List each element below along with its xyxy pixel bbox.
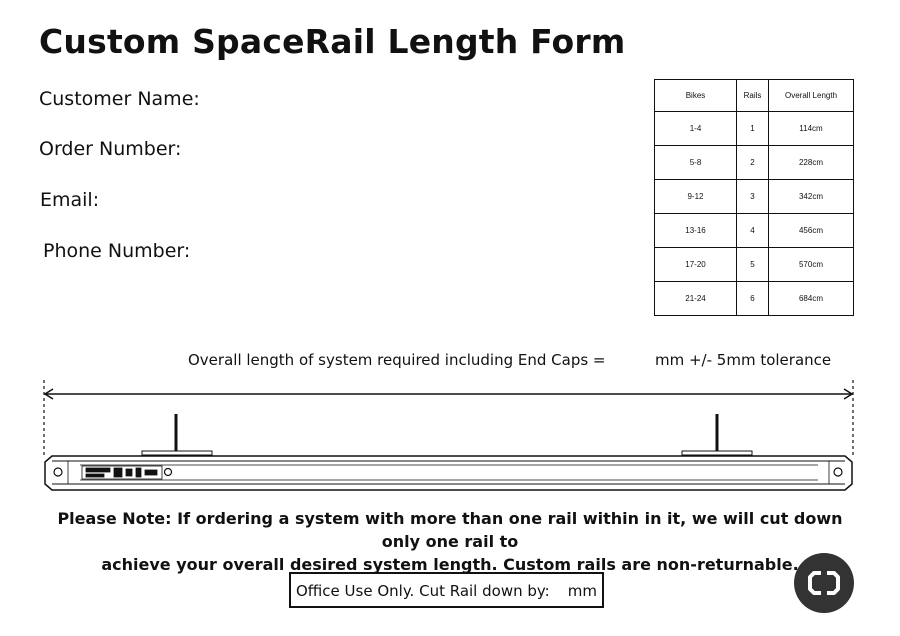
overall-length-label: Overall length of system required including End Caps = [188, 351, 606, 369]
overall-length-unit: mm +/- 5mm tolerance [655, 351, 832, 369]
cell-rails: 3 [737, 180, 769, 214]
order-number-label: Order Number: [39, 138, 182, 160]
page-title: Custom SpaceRail Length Form [39, 22, 626, 61]
left-mounting-screw [142, 414, 212, 455]
cell-length: 456cm [769, 214, 854, 248]
spacerail-logo-icon [794, 553, 854, 613]
cell-length: 228cm [769, 146, 854, 180]
cell-bikes: 5-8 [655, 146, 737, 180]
space-rail [45, 456, 852, 490]
cell-rails: 6 [737, 282, 769, 316]
header-bikes: Bikes [655, 80, 737, 112]
cell-bikes: 21-24 [655, 282, 737, 316]
cell-length: 570cm [769, 248, 854, 282]
header-rails: Rails [737, 80, 769, 112]
note-line-2: achieve your overall desired system length. Custom rails are non-returnable. [101, 555, 799, 574]
brand-logo [794, 553, 854, 613]
phone-number-label: Phone Number: [43, 240, 191, 262]
cell-bikes: 9-12 [655, 180, 737, 214]
cell-bikes: 17-20 [655, 248, 737, 282]
header-overall-length: Overall Length [769, 80, 854, 112]
cell-rails: 1 [737, 112, 769, 146]
office-use-box [289, 572, 604, 608]
please-note-text [40, 507, 860, 576]
rail-label-decal [82, 466, 162, 479]
office-use-unit: mm [567, 582, 597, 600]
cell-length: 342cm [769, 180, 854, 214]
cell-rails: 2 [737, 146, 769, 180]
cell-length: 114cm [769, 112, 854, 146]
cell-rails: 4 [737, 214, 769, 248]
cell-length: 684cm [769, 282, 854, 316]
right-mounting-screw [682, 414, 752, 455]
cell-rails: 5 [737, 248, 769, 282]
note-line-1: Please Note: If ordering a system with more than one rail within in it, we will cut down only one rail to [57, 509, 843, 551]
cell-bikes: 13-16 [655, 214, 737, 248]
email-label: Email: [40, 189, 100, 211]
cell-bikes: 1-4 [655, 112, 737, 146]
office-use-label: Office Use Only. Cut Rail down by: [296, 582, 550, 600]
customer-name-label: Customer Name: [39, 88, 200, 110]
